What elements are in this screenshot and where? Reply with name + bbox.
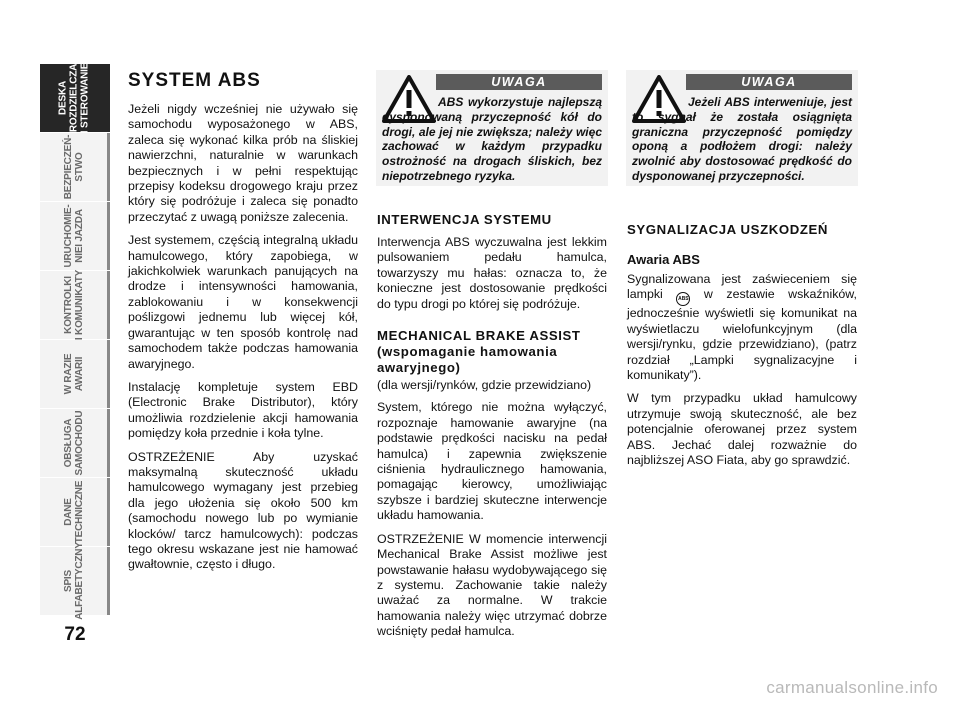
warning-box bbox=[626, 70, 858, 186]
tab-label: URUCHOMIE- NIEI JAZDA bbox=[62, 204, 85, 268]
warning-text: Jeżeli ABS interweniuje, jest to sygnał że została osiągnięta graniczna przyczepność pomiędzy oponą a podłożem drogi: należy zwolnić aby dostosować prędkość do dysponowanej przyczepności. bbox=[632, 95, 852, 183]
tab-w-razie-awarii[interactable] bbox=[40, 340, 110, 408]
tab-label: DANE TECHNICZNE bbox=[62, 480, 85, 544]
tab-dane-techniczne[interactable] bbox=[40, 478, 110, 546]
paragraph: W tym przypadku układ hamulcowy utrzymuje swoją skuteczność, ale bez potencjalnie oferowanej przez system ABS. Jechać dalej rozważnie do najbliższej ASO Fiata, aby go sprawdzić. bbox=[627, 391, 857, 468]
tab-spis[interactable] bbox=[40, 542, 110, 620]
subtitle: (dla wersji/rynków, gdzie przewidziano) bbox=[377, 378, 592, 393]
paragraph: Jeżeli nigdy wcześniej nie używało się samochodu wyposażonego w ABS, zaleca się wykonać kilka prób na śliskiej nawierzchni, naturalnie w warunkach bezpiecznych i w pełni respektując przepisy kodeksu drogowego kraju przez który się podróżuje i zaleca się ponadto przeczytać z uwagą poniższe zalecenia. bbox=[128, 102, 358, 224]
tab-label: OBSŁUGA SAMOCHODU bbox=[62, 410, 85, 476]
column-sygnalizacja bbox=[627, 222, 857, 476]
section-title: INTERWENCJA SYSTEMU bbox=[377, 212, 552, 227]
paragraph-text: Sygnalizowana jest zaświeceniem się lampki bbox=[627, 272, 857, 302]
paragraph bbox=[627, 272, 857, 383]
tab-uruchomienie[interactable] bbox=[40, 202, 110, 270]
tab-kontrolki[interactable] bbox=[40, 271, 110, 339]
tab-label: SPIS ALFABETYCZNY bbox=[62, 542, 85, 620]
section-title: MECHANICAL BRAKE ASSIST (wspomaganie hamowania awaryjnego) bbox=[377, 328, 581, 376]
warning-text: ABS wykorzystuje najlepszą dysponowaną przyczepność kół do drogi, ale jej nie zwiększa; należy więc zachować w każdym przypadku ostrożność na drogach śliskich, bez niepotrzebnego ryzyka. bbox=[382, 95, 602, 183]
paragraph: OSTRZEŻENIE Aby uzyskać maksymalną skuteczność układu hamulcowego wymagany jest przebieg dla jego ułożenia się około 500 km (samochodu nowego lub po wymianie klocków/ tarcz hamulcowych): podczas tego okresu wskazane jest nie hamować gwałtownie, często i długo. bbox=[128, 449, 358, 572]
section-title: SYGNALIZACJA USZKODZEŃ bbox=[627, 222, 829, 237]
column-system-abs bbox=[128, 70, 358, 581]
watermark: carmanualsonline.info bbox=[766, 678, 938, 697]
paragraph-text: w zestawie wskaźników, jednocześnie wyświetli się komunikat na wyświetlaczu wielofunkcyjnym (dla wersji/rynku, gdzie przewidziano), (patrz rozdział „Lampki sygnalizacyjne i komunikaty”). bbox=[627, 287, 857, 383]
tab-label: BEZPIECZEŃ- STWO bbox=[62, 134, 85, 200]
abs-warning-lamp-icon: ABS bbox=[676, 292, 690, 306]
warning-header: UWAGA bbox=[686, 74, 852, 90]
subsection-title: Awaria ABS bbox=[627, 252, 700, 267]
paragraph: System, którego nie można wyłączyć, rozpoznaje hamowanie awaryjne (na podstawie prędkości nacisku na pedał hamulca) i zapewnia zwiększenie ciśnienia hydraulicznego hamowania, pomagając kierowcy, umożliwiając szybsze i bardziej skuteczne interwencje układu hamowania. bbox=[377, 400, 607, 523]
column-interwencja bbox=[377, 212, 607, 648]
page-number: 72 bbox=[64, 624, 86, 645]
warning-box bbox=[376, 70, 608, 186]
tab-label: KONTROLKI I KOMUNIKATY bbox=[62, 269, 85, 341]
tab-label: W RAZIE AWARII bbox=[62, 353, 85, 395]
tab-label: DESKA ROZDZIELCZA I STEROWANIE bbox=[57, 62, 90, 134]
tab-obsluga[interactable] bbox=[40, 409, 110, 477]
paragraph: Interwencja ABS wyczuwalna jest lekkim pulsowaniem pedału hamulca, towarzyszy mu hałas: oznacza to, że konieczne jest dostosowanie prędkości do typu drogi po której się podróżuje. bbox=[377, 235, 607, 311]
section-title: SYSTEM ABS bbox=[128, 70, 261, 91]
tab-bezpieczenstwo[interactable] bbox=[40, 133, 110, 201]
paragraph: Instalację kompletuje system EBD (Electronic Brake Distributor), który umożliwia rozdzielenie akcji hamowania pomiędzy koła przednie i koła tylne. bbox=[128, 379, 358, 441]
warning-header: UWAGA bbox=[436, 74, 602, 90]
paragraph: OSTRZEŻENIE W momencie interwencji Mechanical Brake Assist możliwe jest powstawanie hałasu wydobywającego się z systemu. Zachowanie takie należy uważać za normalne. W trakcie hamowania należy więc utrzymać dobrze wciśnięty pedał hamulca. bbox=[377, 531, 607, 639]
paragraph: Jest systemem, częścią integralną układu hamulcowego, który zapobiega, w jakichkolwiek warunkach panujących na drodze i intensywności hamowania, zablokowaniu i w konsekwencji poślizgowi jednemu lub więcej kół, gwarantując w ten sposób kontrolę nad samochodem także podczas hamowania awaryjnego. bbox=[128, 233, 358, 371]
chapter-sidebar bbox=[40, 62, 112, 620]
tab-deska-rozdzielcza[interactable] bbox=[40, 64, 110, 132]
